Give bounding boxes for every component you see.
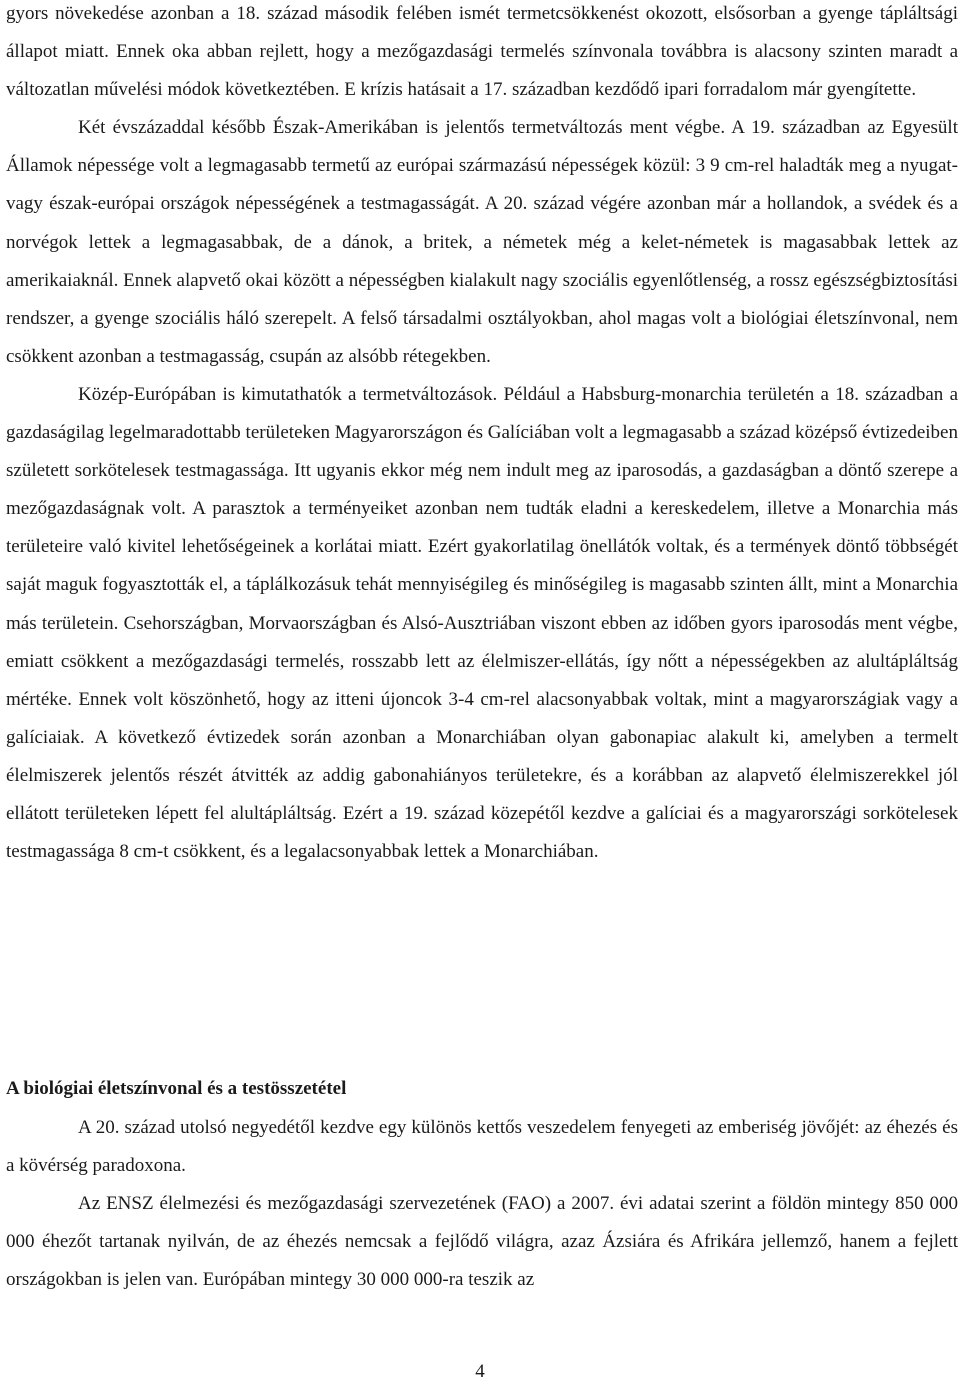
page-number: 4 (475, 1361, 485, 1382)
paragraph-fao-data: Az ENSZ élelmezési és mezőgazdasági szervezetének (FAO) a 2007. évi adatai szerint a földön mintegy 850 000 000 éhezőt tartanak nyilván, de az éhezés nemcsak a fejlődő világra, azaz Ázsiára és Afrikára jellemző, hanem a fejlett országokban is jelen van. Európában mintegy 30 000 000-ra teszik az (6, 1193, 958, 1291)
paragraph-north-america: Két évszázaddal később Észak-Amerikában is jelentős termetváltozás ment végbe. A 19. században az Egyesült Államok népessége volt a legmagasabb termetű az európai származású népességek közül: 3 9 cm-rel haladták meg a nyugat- vagy észak-európai országok népességének a testmagasságát. A 20. század végére azonban már a hollandok, a svédek és a norvégok lettek a legmagasabbak, de a dánok, a britek, a németek még a kelet-németek is magasabbak lettek az amerikaiaknál. Ennek alapvető okai között a népességben kialakult nagy szociális egyenlőtlenség, a rossz egészségbiztosítási rendszer, a gyenge szociális háló szerepelt. A felső társadalmi osztályokban, ahol magas volt a biológiai életszínvonal, nem csökkent azonban a testmagasság, csupán az alsóbb rétegekben. (6, 117, 958, 367)
section-heading: A biológiai életszínvonal és a testösszetétel (6, 1078, 347, 1099)
paragraph-hunger-obesity: A 20. század utolsó negyedétől kezdve egy különös kettős veszedelem fenyegeti az emberiség jövőjét: az éhezés és a kövérség paradoxona. (6, 1117, 958, 1177)
document-body (6, 0, 958, 871)
section-body (6, 1109, 958, 1299)
paragraph-central-europe: Közép-Európában is kimutathatók a termetváltozások. Például a Habsburg-monarchia területén a 18. században a gazdaságilag legelmaradottabb területeken Magyarországon és Galíciában volt a legmagasabb a század középső évtizedeiben született sorkötelesek testmagassága. Itt ugyanis ekkor még nem indult meg az iparosodás, a gazdaságban a döntő szerepe a mezőgazdaságnak volt. A parasztok a terményeiket azonban nem tudták eladni a kereskedelem, illetve a Monarchia más területeire való kivitel lehetőségeinek a korlátai miatt. Ezért gyakorlatilag önellátók voltak, és a termények döntő többségét saját maguk fogyasztották el, a táplálkozásuk tehát mennyiségileg és minőségileg is magasabb szinten állt, mint a Monarchia más területein. Csehországban, Morvaországban és Alsó-Ausztriában viszont ebben az időben gyors iparosodás ment végbe, emiatt csökkent a mezőgazdasági termelés, rosszabb lett az élelmiszer-ellátás, így nőtt a népességekben az alultápláltság mértéke. Ennek volt köszönhető, hogy az itteni újoncok 3-4 cm-rel alacsonyabbak voltak, mint a magyarországiak vagy a galíciaiak. A következő évtizedek során azonban a Monarchiában olyan gabonapiac alakult ki, amelyben a termelt élelmiszerek jelentős részét átvitték az addig gabonahiányos területekre, és a korábban az alapvető élelmiszerekkel jól ellátott területeken lépett fel alultápláltság. Ezért a 19. század közepétől kezdve a galíciai és a magyarországi sorkötelesek testmagassága 8 cm-t csökkent, és a legalacsonyabbak lettek a Monarchiában. (6, 383, 958, 863)
paragraph-18th-century-decline: gyors növekedése azonban a 18. század második felében ismét termetcsökkenést okozott, elsősorban a gyenge tápláltsági állapot miatt. Ennek oka abban rejlett, hogy a mezőgazdasági termelés színvonala továbbra is alacsony szinten maradt a változatlan művelési módok következtében. E krízis hatásait a 17. században kezdődő ipari forradalom már gyengítette. (6, 3, 958, 101)
